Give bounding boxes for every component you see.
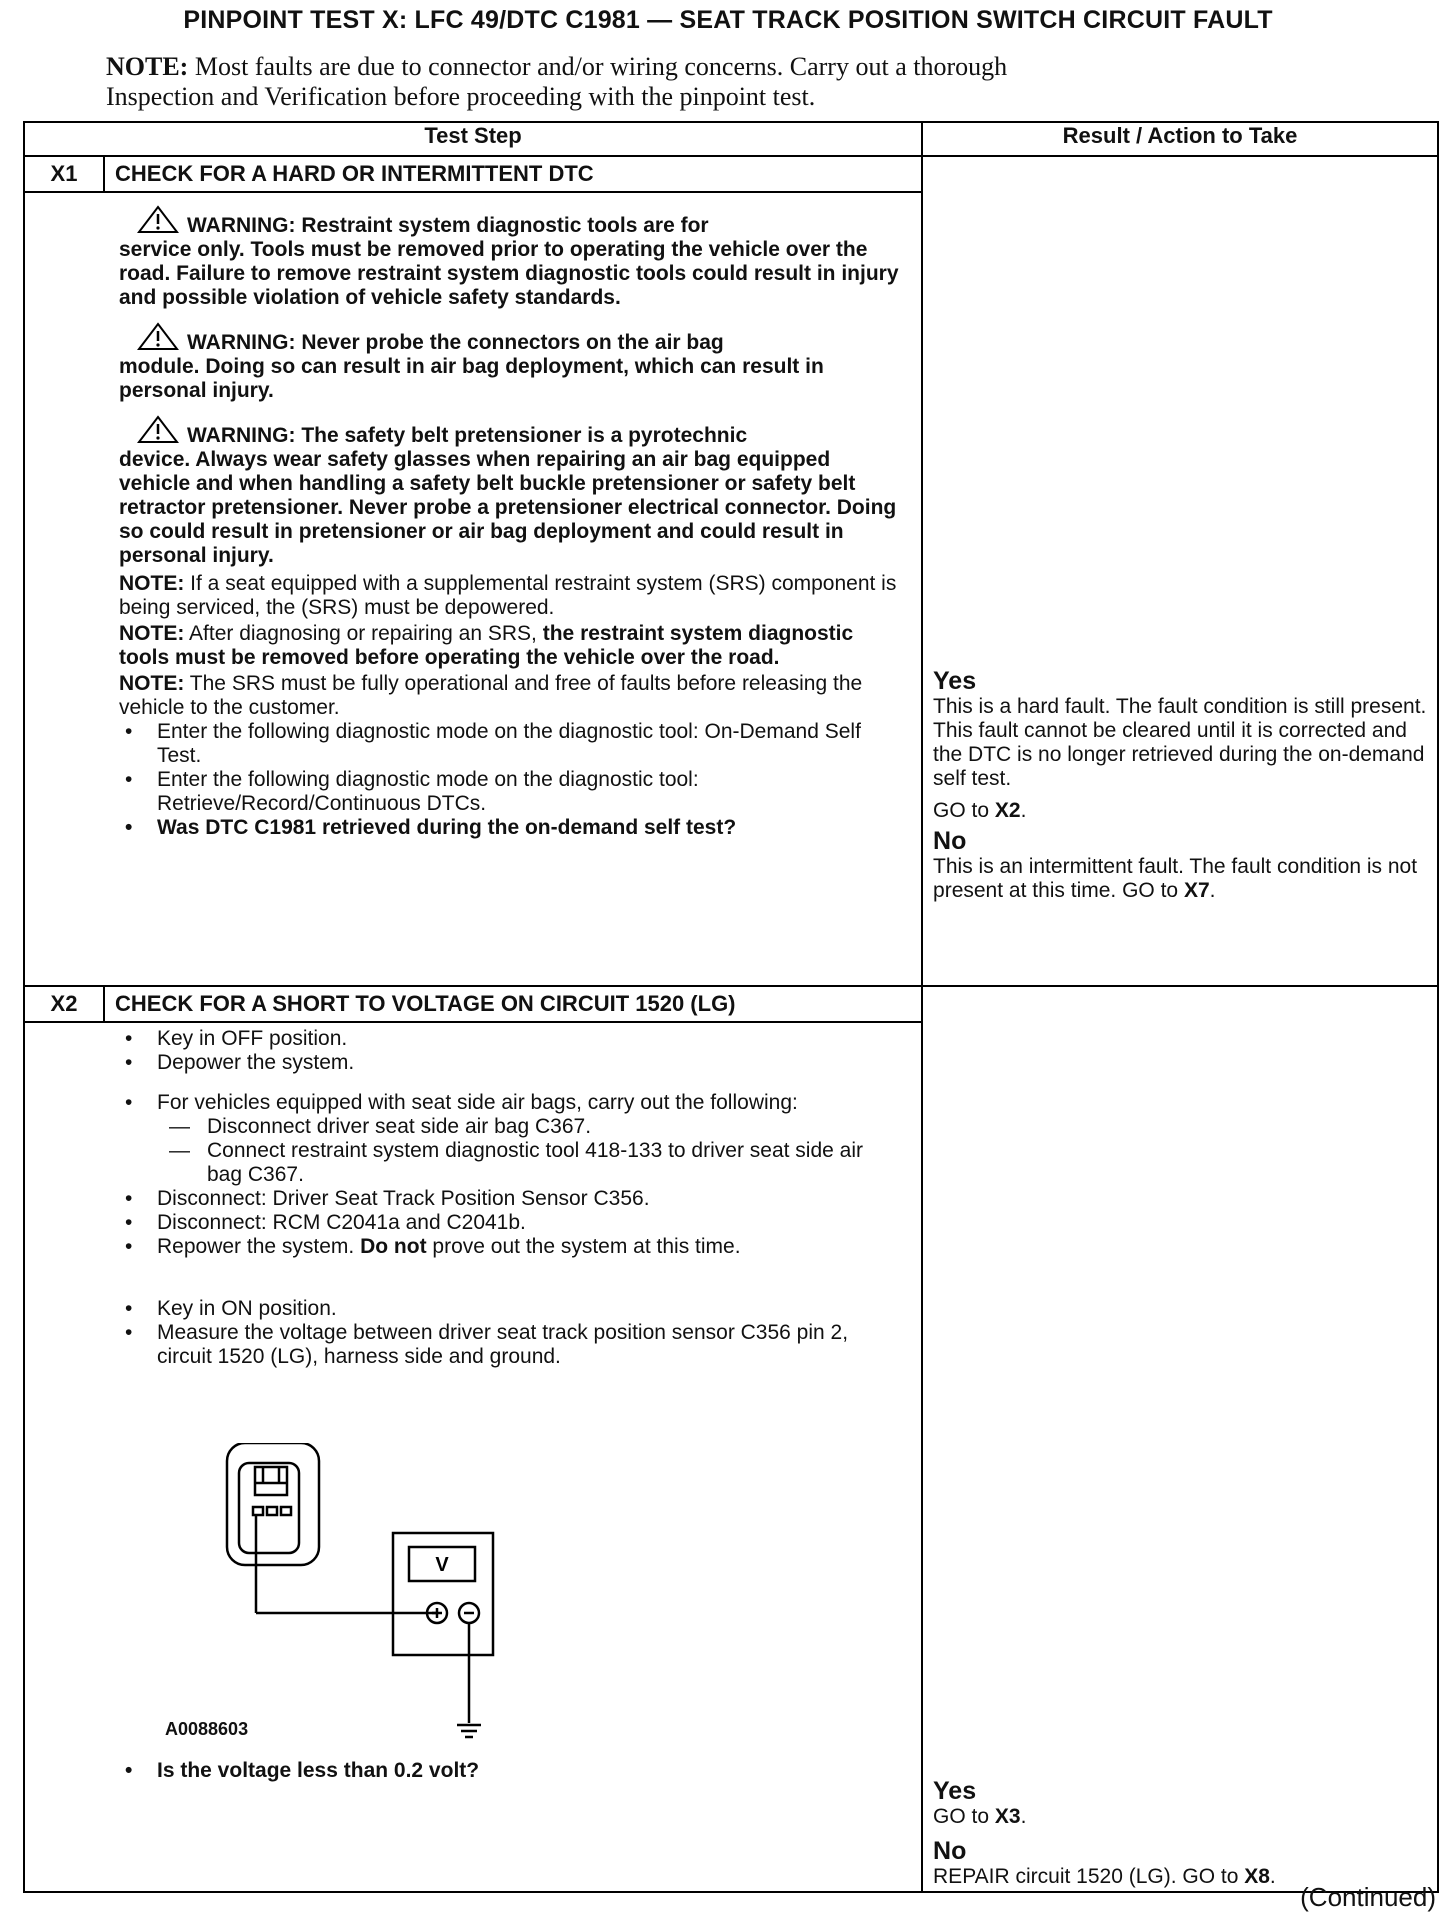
voltage-measurement-diagram xyxy=(225,1443,565,1753)
note-srs-operational: NOTE: The SRS must be fully operational and free of faults before releasing the vehicle to the customer. xyxy=(119,672,863,719)
step-heading-x2: CHECK FOR A SHORT TO VOLTAGE ON CIRCUIT 1520 (LG) xyxy=(104,986,922,1022)
warning-triangle-icon xyxy=(137,322,179,352)
yes-label: Yes xyxy=(933,1777,977,1805)
page-title: PINPOINT TEST X: LFC 49/DTC C1981 — SEAT TRACK POSITION SWITCH CIRCUIT FAULT xyxy=(183,6,1273,34)
step-content-x1 xyxy=(25,193,921,848)
list-item: • Measure the voltage between driver seat track position sensor C356 pin 2, circuit 1520 (LG), harness side and ground. xyxy=(125,1321,849,1368)
no-label: No xyxy=(933,827,967,855)
intro-note-text: Most faults are due to connector and/or wiring concerns. Carry out a thorough xyxy=(194,52,1008,81)
list-item: • Disconnect: Driver Seat Track Position Sensor C356. xyxy=(125,1187,650,1210)
intro-note xyxy=(106,52,1306,112)
step-heading-x1: CHECK FOR A HARD OR INTERMITTENT DTC xyxy=(104,156,922,192)
intro-note-label: NOTE: xyxy=(106,52,189,81)
col-header-test-step: Test Step xyxy=(24,122,922,156)
warning-3: WARNING: The safety belt pretensioner is a pyrotechnic device. Always wear safety glasses when repairing an air bag equipped vehicle and when handling a safety belt buckle pretensioner or safety belt retractor pretensioner. Never probe a pretensioner electrical connector. Doing so could result in pretensioner or air bag deployment and could result in personal injury. xyxy=(119,415,901,568)
figure-id: A0088603 xyxy=(165,1719,249,1739)
step-content-x2 xyxy=(25,1023,921,1891)
pinpoint-table xyxy=(23,121,1439,1893)
list-item: • Key in OFF position. xyxy=(125,1027,348,1050)
note-srs-depower: NOTE: If a seat equipped with a supplemental restraint system (SRS) component is being serviced, the (SRS) must be depowered. xyxy=(119,572,897,619)
note-srs-tools: NOTE: After diagnosing or repairing an SRS, the restraint system diagnostic tools must be removed before operating the vehicle over the road. xyxy=(119,622,854,669)
no-text: This is an intermittent fault. The fault condition is not present at this time. GO to X7. xyxy=(933,855,1418,902)
result-x2 xyxy=(933,1777,1431,1889)
ground-icon xyxy=(457,1725,481,1737)
col-header-result: Result / Action to Take xyxy=(922,122,1438,156)
sub-item: — Disconnect driver seat side air bag C367. xyxy=(169,1115,592,1138)
list-item: • Repower the system. Do not prove out the system at this time. xyxy=(125,1235,741,1258)
list-item: • Key in ON position. xyxy=(125,1297,337,1320)
step-body-x2 xyxy=(24,1022,922,1892)
step-body-x1 xyxy=(24,192,922,986)
list-item: • Enter the following diagnostic mode on the diagnostic tool: Retrieve/Record/Continuous DTCs. xyxy=(125,768,699,815)
no-label: No xyxy=(933,1837,967,1865)
voltmeter-label: V xyxy=(435,1554,449,1576)
continued-label: (Continued) xyxy=(1300,1882,1436,1912)
warning-1: WARNING: Restraint system diagnostic tools are for service only. Tools must be removed prior to operating the vehicle over the road. Failure to remove restraint system diagnostic tools could result in injury and possible violation of vehicle safety standards. xyxy=(119,205,901,310)
yes-text: GO to X3. xyxy=(933,1805,1027,1828)
warning-2: WARNING: Never probe the connectors on the air bag module. Doing so can result in air bag deployment, which can result in personal injury. xyxy=(119,322,901,403)
voltmeter xyxy=(256,1533,493,1723)
intro-note-text-2: Inspection and Verification before proceeding with the pinpoint test. xyxy=(106,82,816,111)
list-item: • Enter the following diagnostic mode on the diagnostic tool: On-Demand Self Test. xyxy=(125,720,861,767)
step-id-x1: X1 xyxy=(24,156,104,192)
result-cell-x1 xyxy=(922,156,1438,986)
warning-triangle-icon xyxy=(137,205,179,235)
question-x1: • Was DTC C1981 retrieved during the on-demand self test? xyxy=(125,816,737,839)
yes-text: This is a hard fault. The fault condition is still present. This fault cannot be cleared until it is corrected and the DTC is no longer retrieved during the on-demand self test. xyxy=(933,695,1427,790)
sub-item: — Connect restraint system diagnostic tool 418-133 to driver seat side air bag C367. xyxy=(169,1139,863,1186)
list-item: • Depower the system. xyxy=(125,1051,355,1074)
result-x1 xyxy=(933,667,1431,903)
list-item: • For vehicles equipped with seat side air bags, carry out the following: xyxy=(125,1091,798,1114)
result-cell-x2 xyxy=(922,986,1438,1892)
warning-triangle-icon xyxy=(137,415,179,445)
step-id-x2: X2 xyxy=(24,986,104,1022)
list-item: • Disconnect: RCM C2041a and C2041b. xyxy=(125,1211,526,1234)
question-x2: • Is the voltage less than 0.2 volt? xyxy=(125,1759,480,1782)
connector-c356 xyxy=(227,1443,319,1613)
yes-goto: GO to X2. xyxy=(933,799,1027,822)
no-text: REPAIR circuit 1520 (LG). GO to X8. xyxy=(933,1865,1276,1888)
yes-label: Yes xyxy=(933,667,977,695)
